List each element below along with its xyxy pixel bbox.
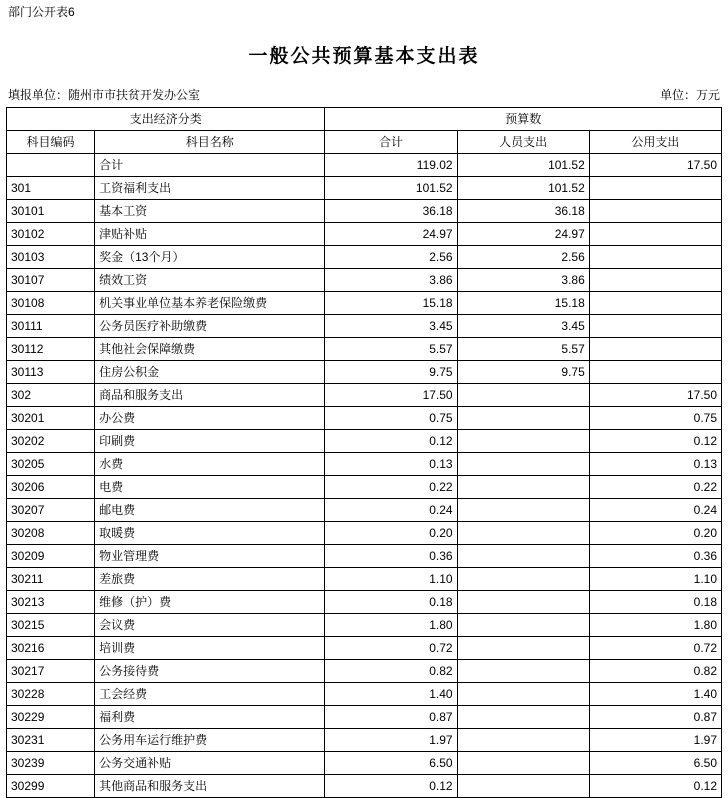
cell-public-expense: 17.50 <box>589 384 721 407</box>
cell-code: 30108 <box>7 292 95 315</box>
cell-personnel-expense: 9.75 <box>457 361 589 384</box>
cell-total: 3.45 <box>325 315 457 338</box>
cell-public-expense <box>589 246 721 269</box>
cell-public-expense <box>589 269 721 292</box>
cell-subject-name: 邮电费 <box>95 499 325 522</box>
cell-code: 30111 <box>7 315 95 338</box>
meta-row <box>6 86 722 107</box>
column-header-public: 公用支出 <box>589 131 721 154</box>
cell-personnel-expense <box>457 637 589 660</box>
cell-personnel-expense <box>457 545 589 568</box>
cell-personnel-expense <box>457 591 589 614</box>
cell-total: 0.12 <box>325 430 457 453</box>
cell-public-expense: 0.20 <box>589 522 721 545</box>
cell-subject-name: 工资福利支出 <box>95 177 325 200</box>
cell-public-expense: 1.80 <box>589 614 721 637</box>
cell-personnel-expense <box>457 407 589 430</box>
group-header-economic-class: 支出经济分类 <box>7 108 325 131</box>
table-row <box>7 453 722 476</box>
cell-code: 30239 <box>7 752 95 775</box>
table-row <box>7 269 722 292</box>
group-header-budget-amount: 预算数 <box>325 108 722 131</box>
cell-public-expense: 0.72 <box>589 637 721 660</box>
cell-total: 119.02 <box>325 154 457 177</box>
budget-table <box>6 107 722 798</box>
filler-unit-label: 填报单位：随州市市扶贫开发办公室 <box>8 88 201 102</box>
cell-code: 30217 <box>7 660 95 683</box>
table-row <box>7 522 722 545</box>
cell-subject-name: 公务接待费 <box>95 660 325 683</box>
table-row <box>7 246 722 269</box>
cell-subject-name: 会议费 <box>95 614 325 637</box>
cell-total: 0.20 <box>325 522 457 545</box>
table-row <box>7 591 722 614</box>
cell-code: 30216 <box>7 637 95 660</box>
cell-subject-name: 电费 <box>95 476 325 499</box>
cell-public-expense <box>589 177 721 200</box>
table-row <box>7 407 722 430</box>
cell-personnel-expense: 3.86 <box>457 269 589 292</box>
cell-total: 0.18 <box>325 591 457 614</box>
table-column-header-row <box>7 131 722 154</box>
cell-subject-name: 住房公积金 <box>95 361 325 384</box>
cell-personnel-expense: 15.18 <box>457 292 589 315</box>
table-row <box>7 430 722 453</box>
cell-public-expense: 0.18 <box>589 591 721 614</box>
cell-subject-name: 培训费 <box>95 637 325 660</box>
cell-code: 30103 <box>7 246 95 269</box>
cell-personnel-expense: 24.97 <box>457 223 589 246</box>
table-row <box>7 200 722 223</box>
cell-code: 30113 <box>7 361 95 384</box>
cell-subject-name: 取暖费 <box>95 522 325 545</box>
table-group-header-row <box>7 108 722 131</box>
table-head <box>7 108 722 154</box>
cell-public-expense: 1.10 <box>589 568 721 591</box>
cell-total: 0.72 <box>325 637 457 660</box>
table-row <box>7 614 722 637</box>
cell-total: 0.82 <box>325 660 457 683</box>
cell-personnel-expense <box>457 775 589 798</box>
cell-code: 30207 <box>7 499 95 522</box>
cell-personnel-expense <box>457 752 589 775</box>
cell-total: 1.80 <box>325 614 457 637</box>
cell-code: 30102 <box>7 223 95 246</box>
cell-total: 0.87 <box>325 706 457 729</box>
cell-code: 30208 <box>7 522 95 545</box>
cell-code: 30215 <box>7 614 95 637</box>
cell-subject-name: 商品和服务支出 <box>95 384 325 407</box>
cell-total: 0.24 <box>325 499 457 522</box>
cell-total: 6.50 <box>325 752 457 775</box>
cell-public-expense <box>589 200 721 223</box>
cell-total: 3.86 <box>325 269 457 292</box>
cell-personnel-expense: 5.57 <box>457 338 589 361</box>
cell-subject-name: 合计 <box>95 154 325 177</box>
table-row <box>7 545 722 568</box>
cell-code: 301 <box>7 177 95 200</box>
cell-subject-name: 办公费 <box>95 407 325 430</box>
cell-total: 101.52 <box>325 177 457 200</box>
cell-code: 30228 <box>7 683 95 706</box>
cell-personnel-expense <box>457 614 589 637</box>
table-row <box>7 660 722 683</box>
cell-subject-name: 绩效工资 <box>95 269 325 292</box>
cell-personnel-expense <box>457 706 589 729</box>
cell-subject-name: 工会经费 <box>95 683 325 706</box>
cell-personnel-expense: 2.56 <box>457 246 589 269</box>
cell-public-expense <box>589 292 721 315</box>
cell-public-expense: 0.36 <box>589 545 721 568</box>
cell-code: 30299 <box>7 775 95 798</box>
cell-public-expense: 0.82 <box>589 660 721 683</box>
cell-personnel-expense <box>457 683 589 706</box>
cell-total: 17.50 <box>325 384 457 407</box>
cell-subject-name: 其他商品和服务支出 <box>95 775 325 798</box>
table-row <box>7 729 722 752</box>
cell-total: 0.75 <box>325 407 457 430</box>
cell-subject-name: 福利费 <box>95 706 325 729</box>
cell-personnel-expense <box>457 476 589 499</box>
cell-public-expense: 0.22 <box>589 476 721 499</box>
table-row <box>7 154 722 177</box>
cell-personnel-expense <box>457 384 589 407</box>
cell-public-expense: 17.50 <box>589 154 721 177</box>
column-header-total: 合计 <box>325 131 457 154</box>
cell-subject-name: 奖金（13个月） <box>95 246 325 269</box>
cell-personnel-expense <box>457 453 589 476</box>
cell-public-expense: 0.75 <box>589 407 721 430</box>
cell-total: 2.56 <box>325 246 457 269</box>
cell-code: 30229 <box>7 706 95 729</box>
table-body <box>7 154 722 798</box>
cell-subject-name: 物业管理费 <box>95 545 325 568</box>
table-row <box>7 292 722 315</box>
cell-personnel-expense: 101.52 <box>457 154 589 177</box>
column-header-name: 科目名称 <box>95 131 325 154</box>
cell-personnel-expense: 101.52 <box>457 177 589 200</box>
cell-personnel-expense <box>457 499 589 522</box>
form-code: 部门公开表6 <box>8 5 75 19</box>
cell-subject-name: 维修（护）费 <box>95 591 325 614</box>
cell-public-expense <box>589 361 721 384</box>
cell-public-expense <box>589 338 721 361</box>
cell-subject-name: 水费 <box>95 453 325 476</box>
cell-total: 15.18 <box>325 292 457 315</box>
cell-subject-name: 机关事业单位基本养老保险缴费 <box>95 292 325 315</box>
cell-personnel-expense <box>457 568 589 591</box>
cell-subject-name: 印刷费 <box>95 430 325 453</box>
cell-total: 5.57 <box>325 338 457 361</box>
cell-subject-name: 公务交通补贴 <box>95 752 325 775</box>
table-row <box>7 637 722 660</box>
table-row <box>7 177 722 200</box>
table-row <box>7 568 722 591</box>
column-header-code: 科目编码 <box>7 131 95 154</box>
cell-code: 30201 <box>7 407 95 430</box>
cell-code: 302 <box>7 384 95 407</box>
cell-public-expense <box>589 315 721 338</box>
table-row <box>7 315 722 338</box>
cell-code: 30101 <box>7 200 95 223</box>
table-row <box>7 775 722 798</box>
cell-total: 0.12 <box>325 775 457 798</box>
cell-total: 0.13 <box>325 453 457 476</box>
cell-public-expense: 1.40 <box>589 683 721 706</box>
cell-personnel-expense <box>457 430 589 453</box>
cell-personnel-expense <box>457 729 589 752</box>
cell-personnel-expense <box>457 660 589 683</box>
cell-code <box>7 154 95 177</box>
cell-public-expense: 0.12 <box>589 775 721 798</box>
cell-code: 30112 <box>7 338 95 361</box>
cell-personnel-expense: 3.45 <box>457 315 589 338</box>
cell-subject-name: 其他社会保障缴费 <box>95 338 325 361</box>
column-header-personnel: 人员支出 <box>457 131 589 154</box>
table-row <box>7 683 722 706</box>
table-row <box>7 384 722 407</box>
cell-total: 1.97 <box>325 729 457 752</box>
cell-code: 30209 <box>7 545 95 568</box>
cell-code: 30211 <box>7 568 95 591</box>
cell-code: 30213 <box>7 591 95 614</box>
cell-public-expense: 0.87 <box>589 706 721 729</box>
cell-personnel-expense <box>457 522 589 545</box>
cell-total: 0.36 <box>325 545 457 568</box>
amount-unit-label: 单位：万元 <box>659 88 720 102</box>
cell-subject-name: 津贴补贴 <box>95 223 325 246</box>
cell-subject-name: 差旅费 <box>95 568 325 591</box>
cell-subject-name: 公务员医疗补助缴费 <box>95 315 325 338</box>
table-row <box>7 752 722 775</box>
cell-public-expense: 0.12 <box>589 430 721 453</box>
cell-public-expense: 1.97 <box>589 729 721 752</box>
cell-total: 0.22 <box>325 476 457 499</box>
cell-subject-name: 基本工资 <box>95 200 325 223</box>
table-row <box>7 338 722 361</box>
table-row <box>7 476 722 499</box>
cell-total: 24.97 <box>325 223 457 246</box>
table-row <box>7 223 722 246</box>
cell-total: 1.40 <box>325 683 457 706</box>
cell-subject-name: 公务用车运行维护费 <box>95 729 325 752</box>
cell-public-expense: 6.50 <box>589 752 721 775</box>
page-title: 一般公共预算基本支出表 <box>248 46 480 67</box>
cell-code: 30231 <box>7 729 95 752</box>
cell-public-expense <box>589 223 721 246</box>
cell-code: 30202 <box>7 430 95 453</box>
cell-public-expense: 0.13 <box>589 453 721 476</box>
cell-total: 9.75 <box>325 361 457 384</box>
cell-total: 1.10 <box>325 568 457 591</box>
cell-personnel-expense: 36.18 <box>457 200 589 223</box>
table-row <box>7 706 722 729</box>
cell-code: 30205 <box>7 453 95 476</box>
cell-code: 30206 <box>7 476 95 499</box>
cell-public-expense: 0.24 <box>589 499 721 522</box>
table-row <box>7 361 722 384</box>
cell-code: 30107 <box>7 269 95 292</box>
table-row <box>7 499 722 522</box>
cell-total: 36.18 <box>325 200 457 223</box>
